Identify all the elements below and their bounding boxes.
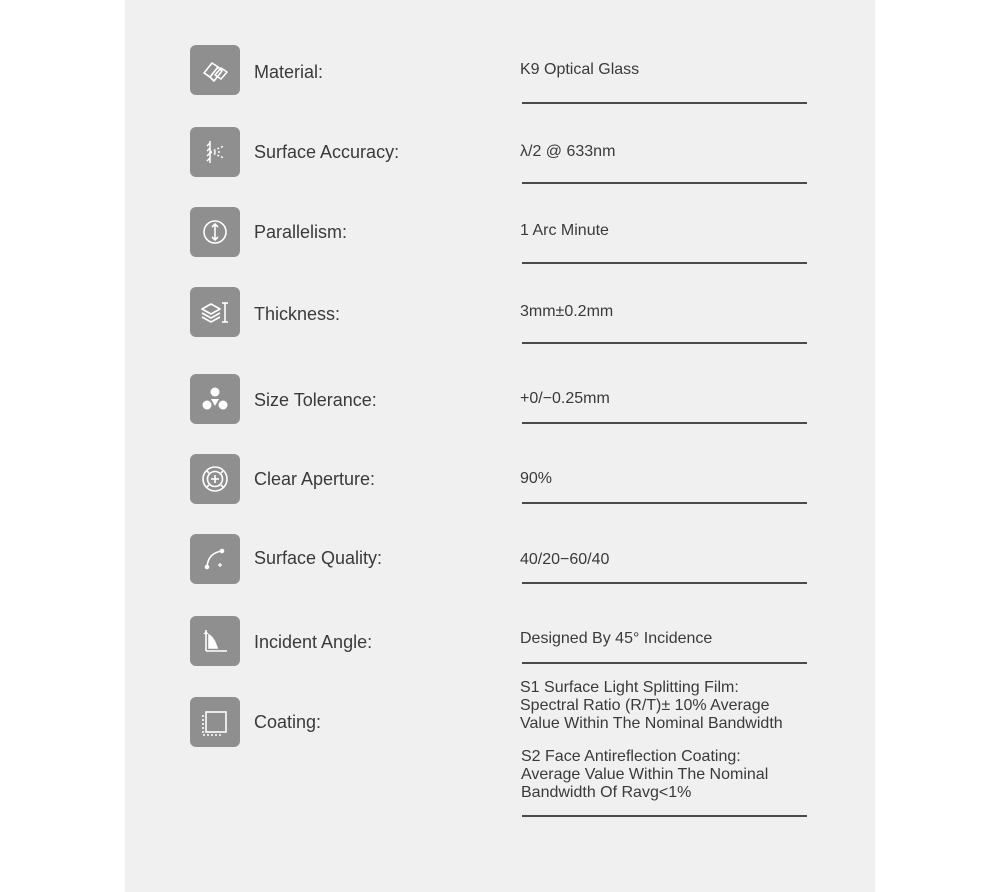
spec-label: Material:: [254, 62, 324, 82]
spec-underline: [522, 182, 807, 184]
spec-label: Coating:: [254, 712, 322, 732]
surface-accuracy-icon: [190, 127, 240, 177]
spec-label: Size Tolerance:: [254, 390, 377, 410]
glass-blocks-icon: [190, 45, 240, 95]
coating-s1-line: S1 Surface Light Splitting Film:: [520, 679, 739, 696]
coating-s1-line: Spectral Ratio (R/T)± 10% Average: [520, 697, 770, 714]
spec-value: 3mm±0.2mm: [520, 303, 614, 320]
layers-thickness-icon: [190, 287, 240, 337]
spec-label: Surface Accuracy:: [254, 142, 400, 162]
spec-label: Thickness:: [254, 304, 341, 324]
spec-label: Clear Aperture:: [254, 469, 376, 489]
spec-underline: [522, 502, 807, 504]
coating-s1-line: Value Within The Nominal Bandwidth: [520, 715, 783, 732]
coating-s2-text: [521, 748, 768, 802]
spec-underline: [522, 662, 807, 664]
size-tolerance-icon: [190, 374, 240, 424]
spec-value: Designed By 45° Incidence: [520, 630, 713, 647]
incident-angle-icon: [190, 616, 240, 666]
spec-underline: [522, 342, 807, 344]
spec-underline: [522, 422, 807, 424]
spec-value: 40/20−60/40: [520, 551, 610, 568]
coating-s2-line: Bandwidth Of Ravg<1%: [521, 784, 692, 801]
coating-s1-text: [520, 679, 783, 733]
spec-value: λ/2 @ 633nm: [520, 143, 616, 160]
spec-panel: [125, 0, 875, 892]
coating-s2-line: S2 Face Antireflection Coating:: [521, 748, 741, 765]
spec-underline: [522, 102, 807, 104]
spec-label: Incident Angle:: [254, 632, 373, 652]
spec-value: K9 Optical Glass: [520, 61, 640, 78]
parallelism-icon: [190, 207, 240, 257]
spec-underline: [522, 815, 807, 817]
surface-quality-icon: [190, 534, 240, 584]
spec-value: 90%: [520, 470, 553, 487]
spec-value: +0/−0.25mm: [520, 390, 610, 407]
spec-value: 1 Arc Minute: [520, 222, 609, 239]
coating-s2-line: Average Value Within The Nominal: [521, 766, 769, 783]
coating-square-icon: [190, 697, 240, 747]
clear-aperture-icon: [190, 454, 240, 504]
spec-underline: [522, 582, 807, 584]
spec-label: Parallelism:: [254, 222, 348, 242]
spec-label: Surface Quality:: [254, 548, 383, 568]
spec-underline: [522, 262, 807, 264]
